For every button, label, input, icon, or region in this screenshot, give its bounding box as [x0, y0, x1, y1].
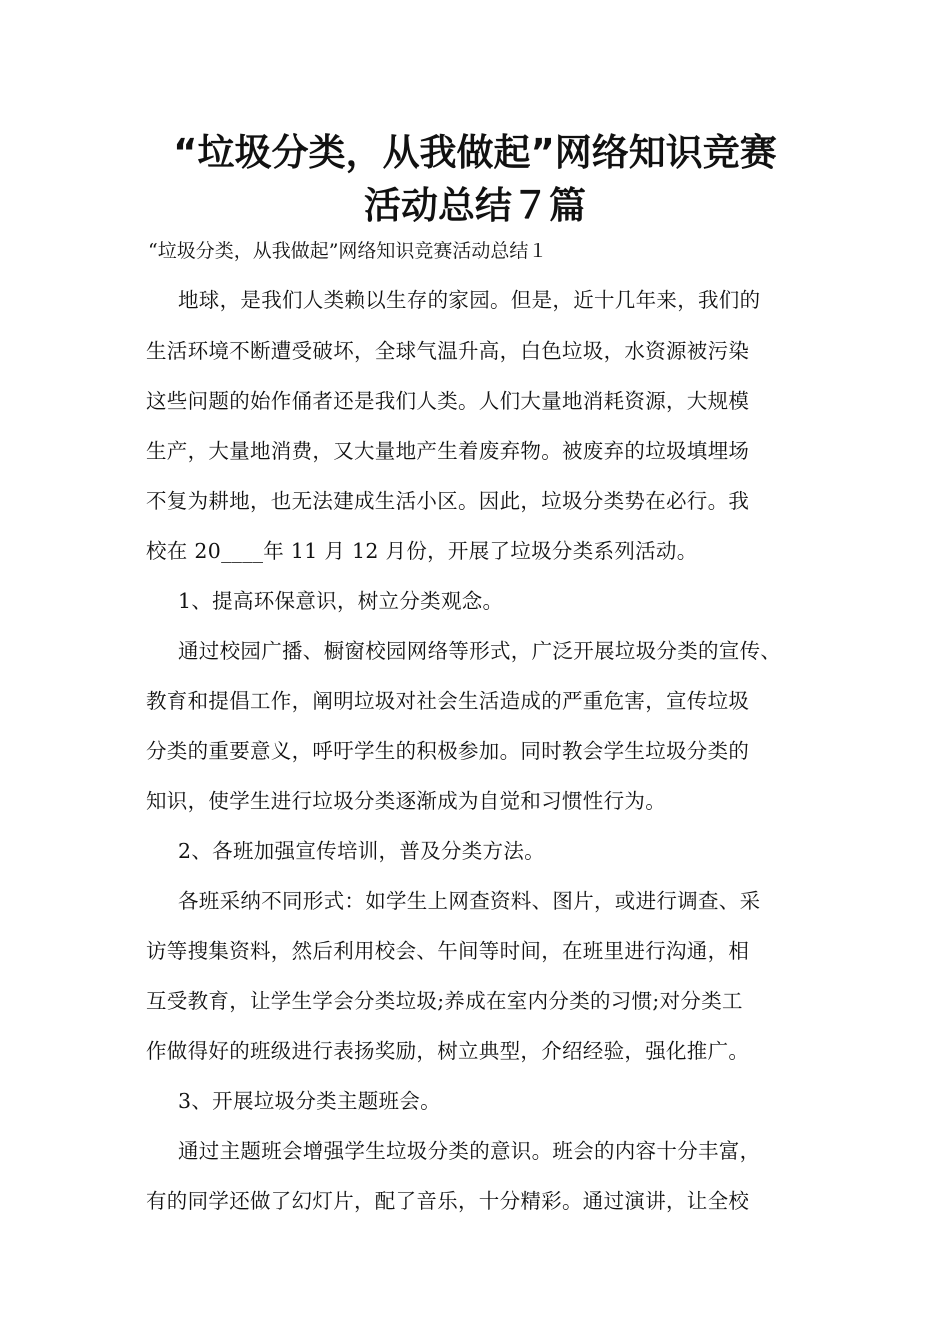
- body-line: 分类的重要意义，呼吁学生的积极参加。同时教会学生垃圾分类的: [146, 739, 750, 763]
- document-title-line-2: 活动总结７篇: [364, 184, 586, 227]
- body-line: 这些问题的始作俑者还是我们人类。人们大量地消耗资源，大规模: [146, 389, 750, 413]
- body-line: 生活环境不断遭受破坏，全球气温升高，白色垃圾，水资源被污染: [146, 339, 750, 363]
- body-line: 各班采纳不同形式：如学生上网查资料、图片，或进行调查、采: [178, 889, 761, 913]
- body-line: 互受教育，让学生学会分类垃圾;养成在室内分类的习惯;对分类工: [146, 989, 743, 1013]
- body-line: 生产，大量地消费，又大量地产生着废弃物。被废弃的垃圾填埋场: [146, 439, 750, 463]
- body-line: 通过校园广播、橱窗校园网络等形式，广泛开展垃圾分类的宣传、: [178, 639, 782, 663]
- section-heading: “垃圾分类，从我做起”网络知识竞赛活动总结１: [148, 240, 548, 262]
- body-line: 不复为耕地，也无法建成生活小区。因此，垃圾分类势在必行。我: [146, 489, 750, 513]
- body-line: 有的同学还做了幻灯片，配了音乐，十分精彩。通过演讲，让全校: [146, 1189, 750, 1213]
- body-line: 地球，是我们人类赖以生存的家园。但是，近十几年来，我们的: [178, 288, 761, 312]
- numbered-heading: 2、各班加强宣传培训，普及分类方法。: [178, 839, 545, 863]
- body-line: 通过主题班会增强学生垃圾分类的意识。班会的内容十分丰富，: [178, 1139, 761, 1163]
- body-line: 教育和提倡工作，阐明垃圾对社会生活造成的严重危害，宣传垃圾: [146, 689, 750, 713]
- numbered-heading: 1、提高环保意识，树立分类观念。: [178, 589, 504, 613]
- body-line: 访等搜集资料，然后利用校会、午间等时间，在班里进行沟通，相: [146, 939, 750, 963]
- document-title-line-1: “垃圾分类，从我做起”网络知识竞赛: [173, 131, 777, 174]
- body-line: 知识，使学生进行垃圾分类逐渐成为自觉和习惯性行为。: [146, 789, 666, 813]
- numbered-heading: 3、开展垃圾分类主题班会。: [178, 1089, 441, 1113]
- body-line: 校在 20____年 11 月 12 月份，开展了垃圾分类系列活动。: [146, 539, 698, 563]
- body-line: 作做得好的班级进行表扬奖励，树立典型，介绍经验，强化推广。: [146, 1039, 750, 1063]
